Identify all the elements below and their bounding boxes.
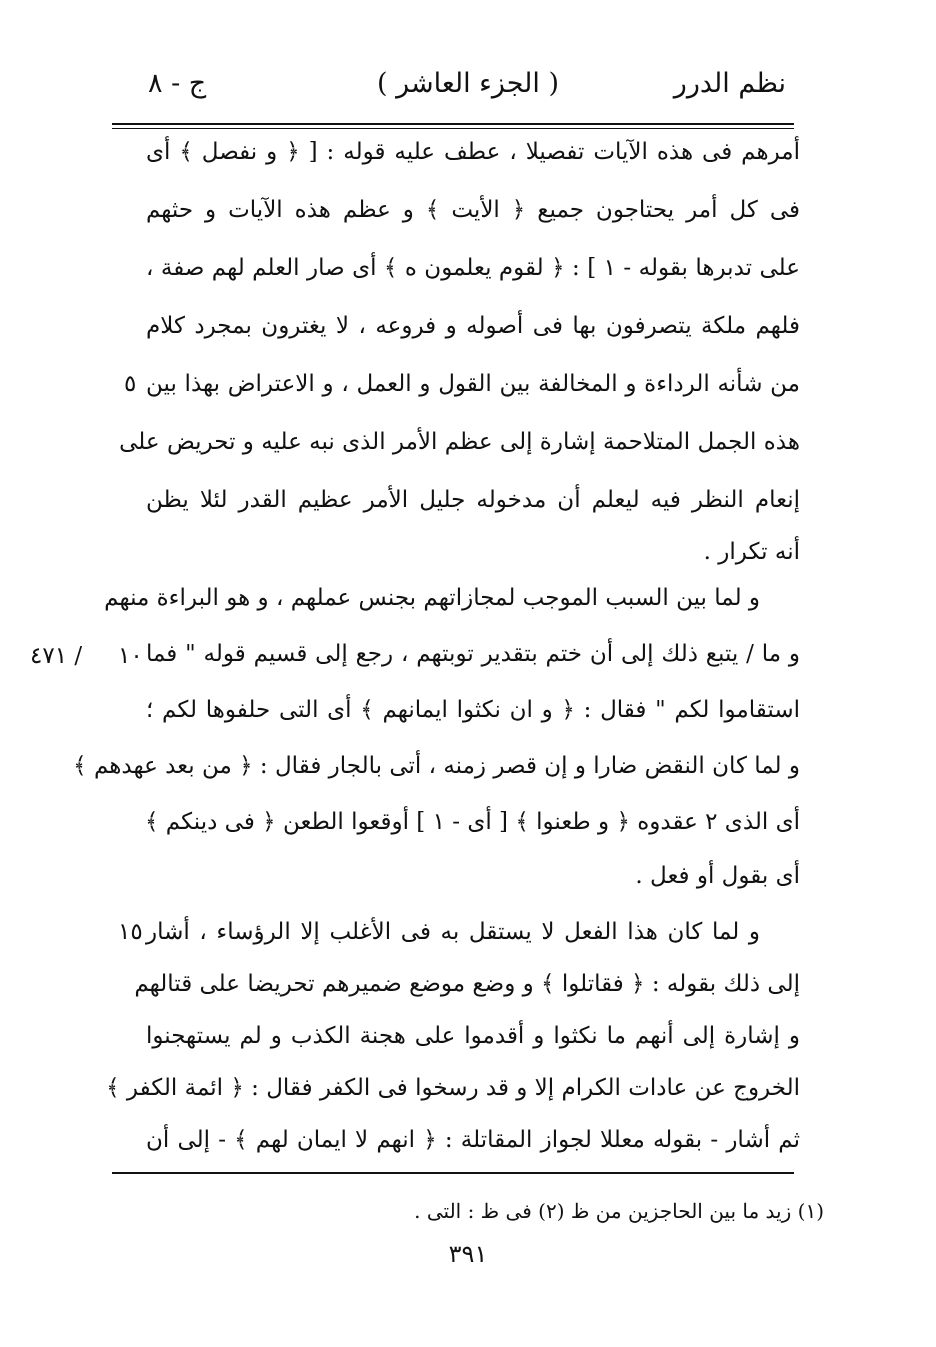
margin-line-number-10: ١٠ xyxy=(118,643,143,669)
header-volume: ج - ٨ xyxy=(148,68,207,99)
text-line: ثم أشار - بقوله معللا لجواز المقاتلة : ﴿ انهم لا ايمان لهم ﴾ - إلى أن xyxy=(146,1127,800,1153)
page-number: ٣٩١ xyxy=(448,1240,488,1268)
paragraph-1 xyxy=(119,132,800,572)
text-line: أى بقول أو فعل . xyxy=(635,863,800,889)
margin-manuscript-page: ٤٧١ / xyxy=(30,643,83,669)
text-line: و ما / يتبع ذلك إلى أن ختم بتقدير توبتهم ، رجع إلى قسيم قوله " فما xyxy=(146,641,800,667)
margin-line-number-5: ٥ xyxy=(124,371,137,397)
text-line: و إشارة إلى أنهم ما نكثوا و أقدموا على هجنة الكذب و لم يستهجنوا xyxy=(146,1023,800,1049)
text-line: و لما كان النقض ضارا و إن قصر زمنه ، أتى بالجار فقال : ﴿ من بعد عهدهم ﴾ xyxy=(73,753,800,779)
text-line: فلهم ملكة يتصرفون بها فى أصوله و فروعه ، لا يغترون بمجرد كلام xyxy=(146,313,800,339)
text-line: أمرهم فى هذه الآيات تفصيلا ، عطف عليه قوله : [ ﴿ و نفصل ﴾ أى xyxy=(146,139,800,165)
text-line: من شأنه الرداءة و المخالفة بين القول و العمل ، و الاعتراض بهذا بين xyxy=(146,371,800,397)
footnote-rule xyxy=(112,1172,794,1174)
text-line: على تدبرها بقوله - ١ ] : ﴿ لقوم يعلمون ه ﴾ أى صار العلم لهم صفة ، xyxy=(146,255,800,281)
footnote: (١) زيد ما بين الحاجزين من ظ (٢) فى ظ : التى . xyxy=(414,1199,824,1223)
header-book-title: نظم الدرر xyxy=(673,68,786,99)
text-line: هذه الجمل المتلاحمة إشارة إلى عظم الأمر الذى نبه عليه و تحريض على xyxy=(119,429,800,455)
text-line: استقاموا لكم " فقال : ﴿ و ان نكثوا ايمانهم ﴾ أى التى حلفوها لكم ؛ xyxy=(146,697,800,723)
header-part: ( الجزء العاشر ) xyxy=(376,68,560,99)
text-line: و لما كان هذا الفعل لا يستقل به فى الأغلب إلا الرؤساء ، أشار xyxy=(146,919,760,945)
header-rule-thin xyxy=(112,128,794,129)
header-rule-thick xyxy=(112,123,794,125)
text-line: فى كل أمر يحتاجون جميع ﴿ الأيت ﴾ و عظم هذه الآيات و حثهم xyxy=(146,197,800,223)
text-line: إنعام النظر فيه ليعلم أن مدخوله جليل الأمر عظيم القدر لئلا يظن xyxy=(146,487,800,513)
text-line: و لما بين السبب الموجب لمجازاتهم بجنس عملهم ، و هو البراءة منهم xyxy=(104,585,760,611)
text-line: أنه تكرار . xyxy=(703,539,800,565)
margin-line-number-15: ١٥ xyxy=(118,919,143,945)
text-line: أى الذى ٢ عقدوه ﴿ و طعنوا ﴾ [ أى - ١ ] أوقعوا الطعن ﴿ فى دينكم ﴾ xyxy=(144,809,800,835)
text-line: إلى ذلك بقوله : ﴿ فقاتلوا ﴾ و وضع موضع ضميرهم تحريضا على قتالهم xyxy=(134,971,800,997)
text-line: الخروج عن عادات الكرام إلا و قد رسخوا فى الكفر فقال : ﴿ ائمة الكفر ﴾ xyxy=(106,1075,800,1101)
